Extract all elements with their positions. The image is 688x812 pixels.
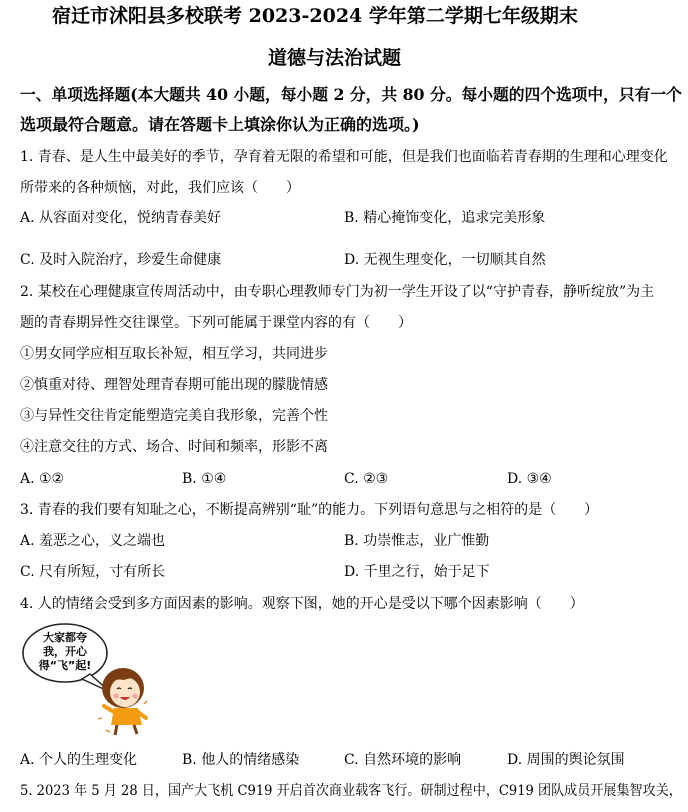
question-2-stem-line1: 2. 某校在心理健康宣传周活动中，由专职心理教师专门为初一学生开设了以“守护青春，静听绽放”为主 [20,284,655,300]
section-heading-line2: 选项最符合题意。请在答题卡上填涂你认为正确的选项。) [20,115,420,134]
question-1-option-d: D. 无视生理变化，一切顺其自然 [344,252,546,268]
question-4-stem: 4. 人的情绪会受到多方面因素的影响。观察下图，她的开心是受以下哪个因素影响（ ） [20,596,584,612]
question-2-item-1: ①男女同学应相互取长补短，相互学习，共同进步 [20,346,328,362]
bubble-text-line1: 大家都夸 [43,631,87,644]
bubble-text-line3: 得“飞”起! [38,659,92,672]
question-1-stem-line2: 所带来的各种烦恼，对此，我们应该（ ） [20,180,300,196]
question-3-stem: 3. 青春的我们要有知耻之心，不断提高辨别“耻”的能力。下列语句意思与之相符的是（ ） [20,502,599,518]
question-2-option-b: B. ①④ [182,471,227,487]
question-5-stem: 5. 2023 年 5 月 28 日，国产大飞机 C919 开启首次商业载客飞行。研制过程中，C919 团队成员开展集智攻关， [20,783,682,799]
question-3-option-c: C. 尺有所短，寸有所长 [20,564,166,580]
question-3-option-a: A. 羞恶之心，义之端也 [20,533,166,549]
question-4-option-a: A. 个人的生理变化 [20,752,138,768]
girl-figure [98,668,147,735]
question-2-item-3: ③与异性交往肯定能塑造完美自我形象，完善个性 [20,408,328,424]
question-2-option-d: D. ③④ [507,471,552,487]
question-1-option-b: B. 精心掩饰变化，追求完美形象 [344,210,546,226]
question-3-option-b: B. 功崇惟志，业广惟勤 [344,533,490,549]
question-3-option-d: D. 千里之行，始于足下 [344,564,490,580]
bubble-text-line2: 我，开心 [43,645,87,658]
page-title: 宿迁市沭阳县多校联考 2023-2024 学年第二学期七年级期末 [52,5,578,27]
question-1-option-c: C. 及时入院治疗，珍爱生命健康 [20,252,222,268]
page-subtitle: 道德与法治试题 [268,47,402,69]
question-2-stem-line2: 题的青春期异性交往课堂。下列可能属于课堂内容的有（ ） [20,315,412,331]
question-2-item-2: ②慎重对待、理智处理青春期可能出现的朦胧情感 [20,377,328,393]
question-2-option-a: A. ①② [20,471,65,487]
question-4-option-b: B. 他人的情绪感染 [182,752,300,768]
question-1-stem-line1: 1. 青春、是人生中最美好的季节，孕育着无限的希望和可能，但是我们也面临若青春期的生理和心理变化 [20,149,668,165]
question-4-option-c: C. 自然环境的影响 [344,752,462,768]
question-4-option-d: D. 周围的舆论氛围 [507,752,625,768]
question-2-item-4: ④注意交往的方式、场合、时间和频率，形影不离 [20,439,328,455]
section-heading-line1: 一、单项选择题(本大题共 40 小题，每小题 2 分，共 80 分。每小题的四个选项中，只有一个 [20,85,682,104]
question-2-option-c: C. ②③ [344,471,389,487]
question-1-option-a: A. 从容面对变化，悦纳青春美好 [20,210,222,226]
happy-girl-illustration [18,622,148,740]
